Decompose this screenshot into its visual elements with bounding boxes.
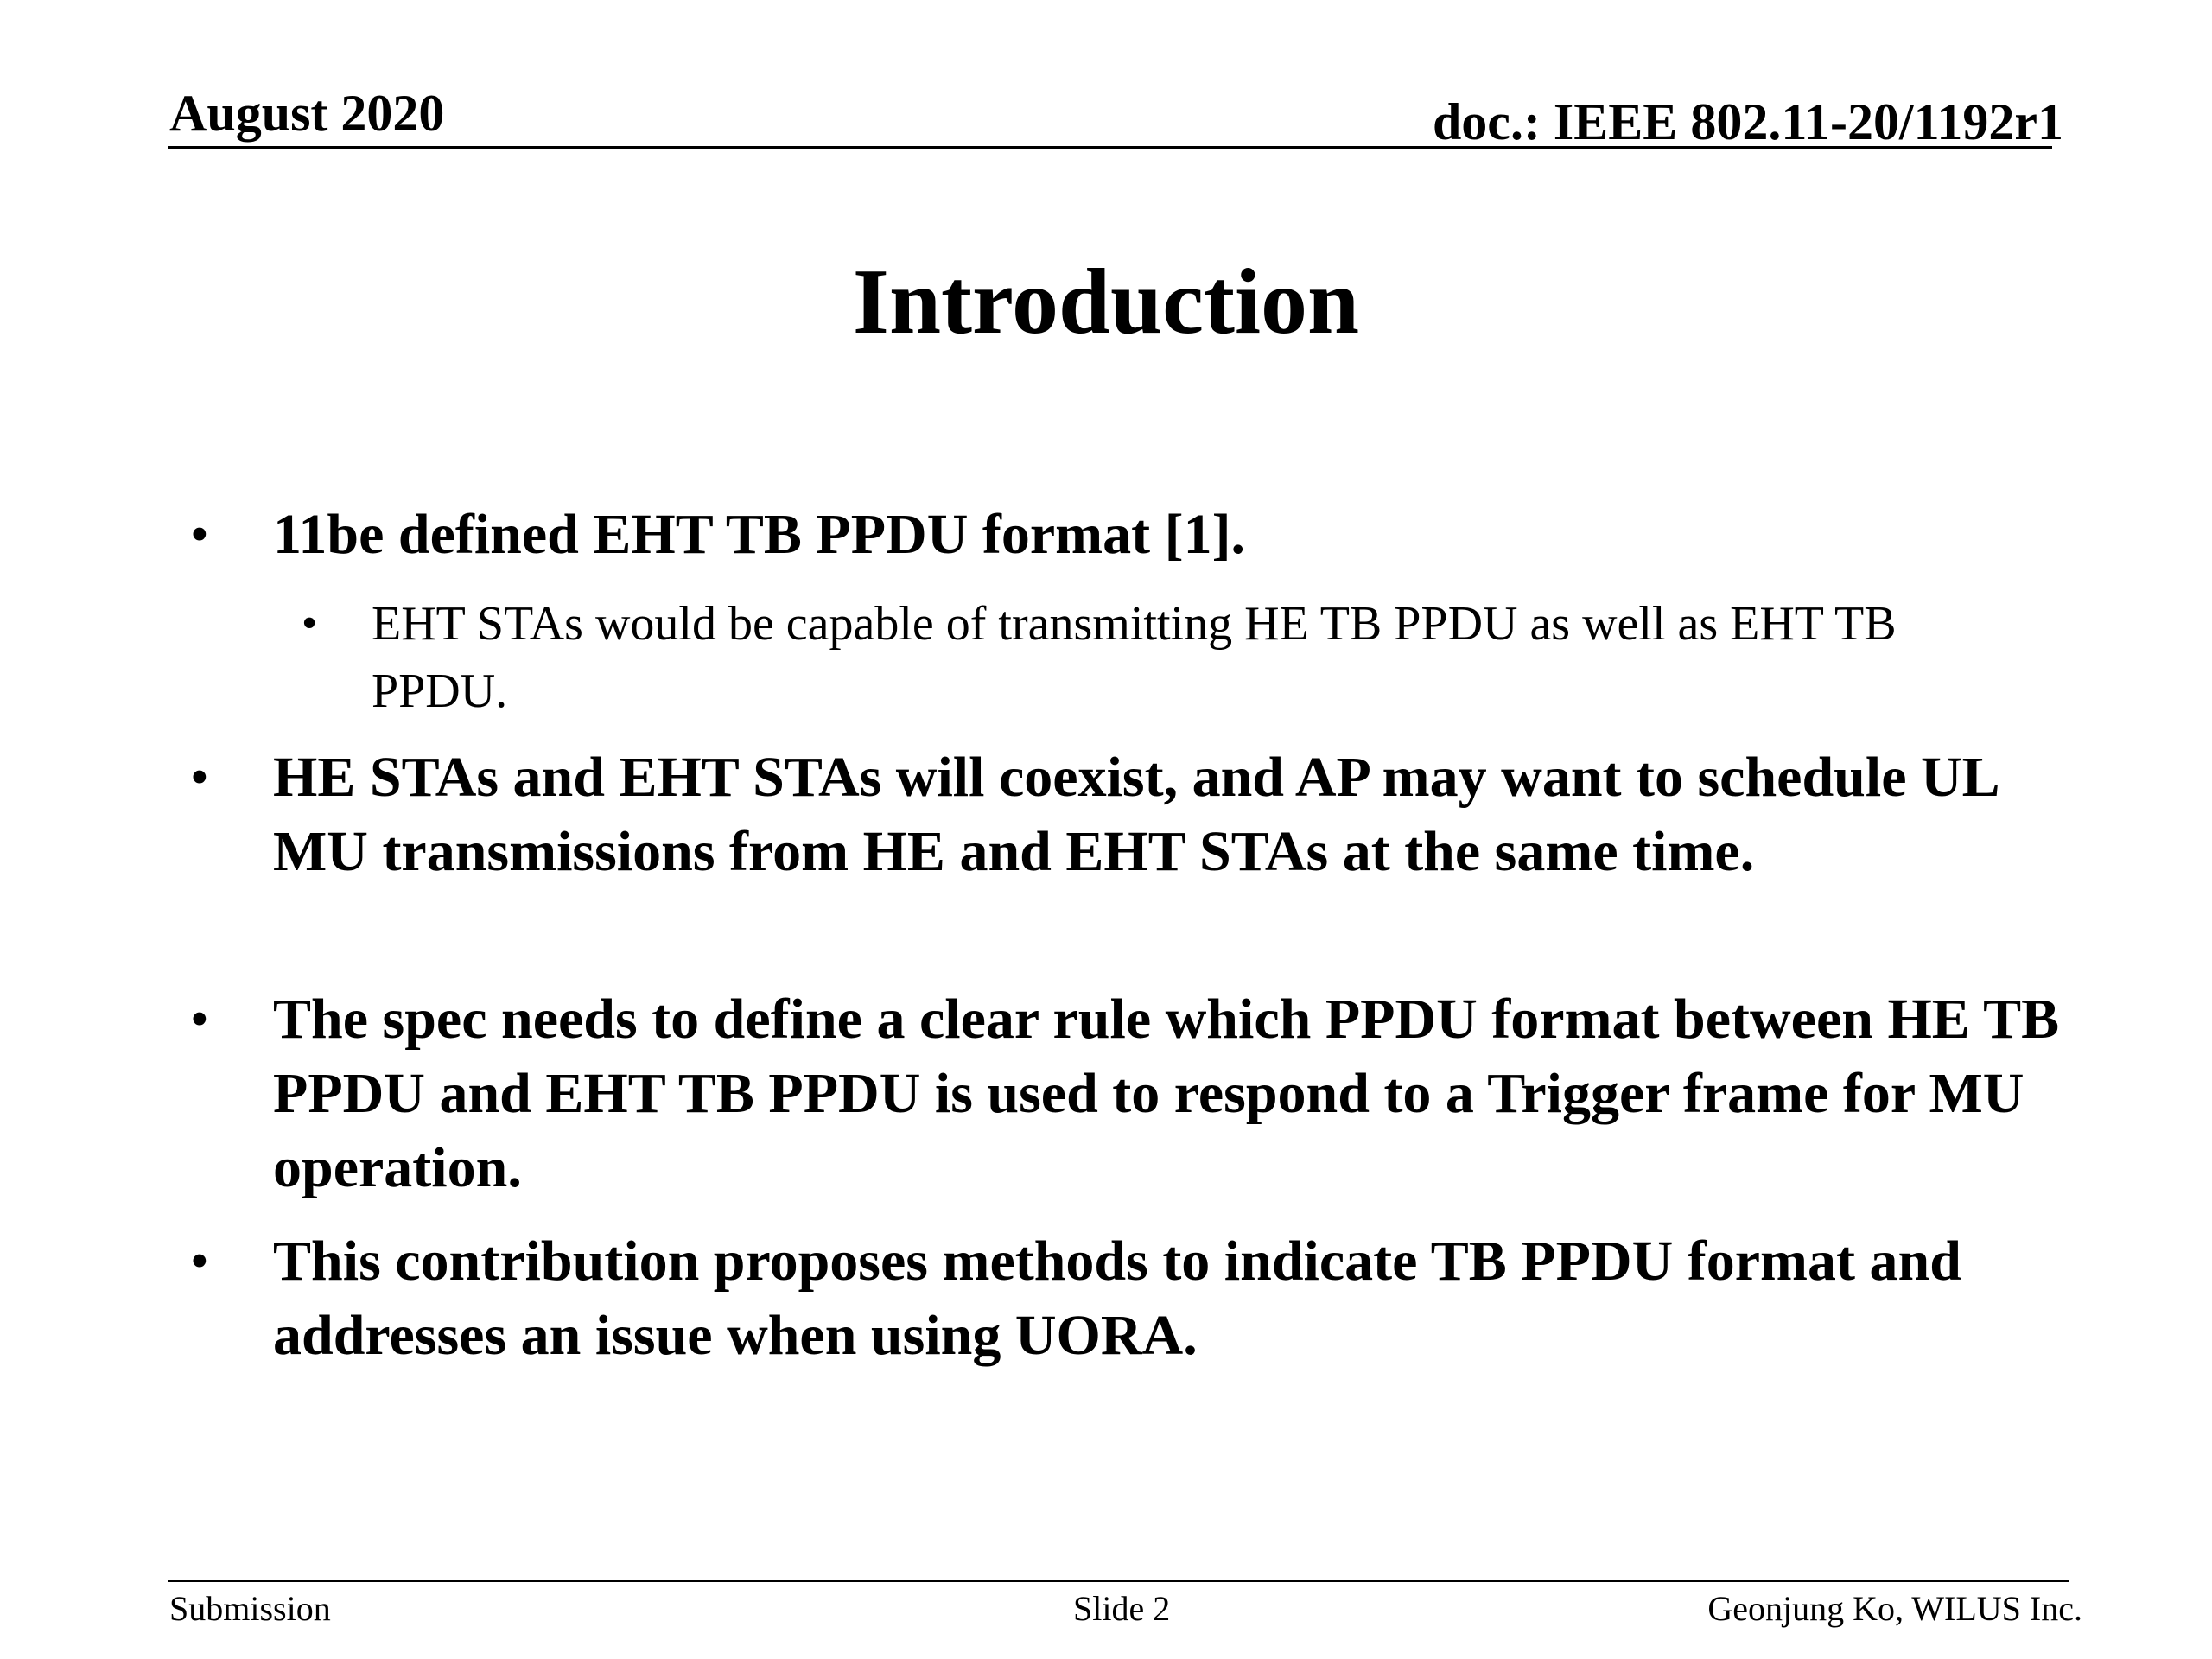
slide-title: Introduction xyxy=(852,251,1360,353)
footer-divider xyxy=(168,1580,2069,1582)
bullet-text: The spec needs to define a clear rule which PPDU format between HE TB PPDU and EHT TB PPDU is used to respond to a Trigger frame for MU operation. xyxy=(273,988,2060,1199)
bullet-icon: • xyxy=(302,599,318,648)
header-divider xyxy=(168,146,2052,149)
bullet-text: This contribution proposes methods to indicate TB PPDU format and addresses an issue when using UORA. xyxy=(273,1230,1961,1367)
bullet-text: 11be defined EHT TB PPDU format [1]. xyxy=(273,503,1246,566)
bullet-icon: • xyxy=(190,505,209,564)
sub-bullet-text: EHT STAs would be capable of transmitting HE TB PPDU as well as EHT TB PPDU. xyxy=(372,597,1897,718)
header-date: August 2020 xyxy=(169,85,445,142)
footer-slide-number: Slide 2 xyxy=(1073,1589,1171,1628)
footer-submission: Submission xyxy=(169,1589,331,1628)
bullet-icon: • xyxy=(190,748,209,807)
bullet-icon: • xyxy=(190,1232,209,1291)
footer-author: Geonjung Ko, WILUS Inc. xyxy=(1707,1589,2082,1628)
bullet-icon: • xyxy=(190,990,209,1049)
bullet-text: HE STAs and EHT STAs will coexist, and AP may want to schedule UL MU transmissions from HE and EHT STAs at the same time. xyxy=(273,746,1998,883)
header-doc-id: doc.: IEEE 802.11-20/1192r1 xyxy=(1432,93,2063,150)
